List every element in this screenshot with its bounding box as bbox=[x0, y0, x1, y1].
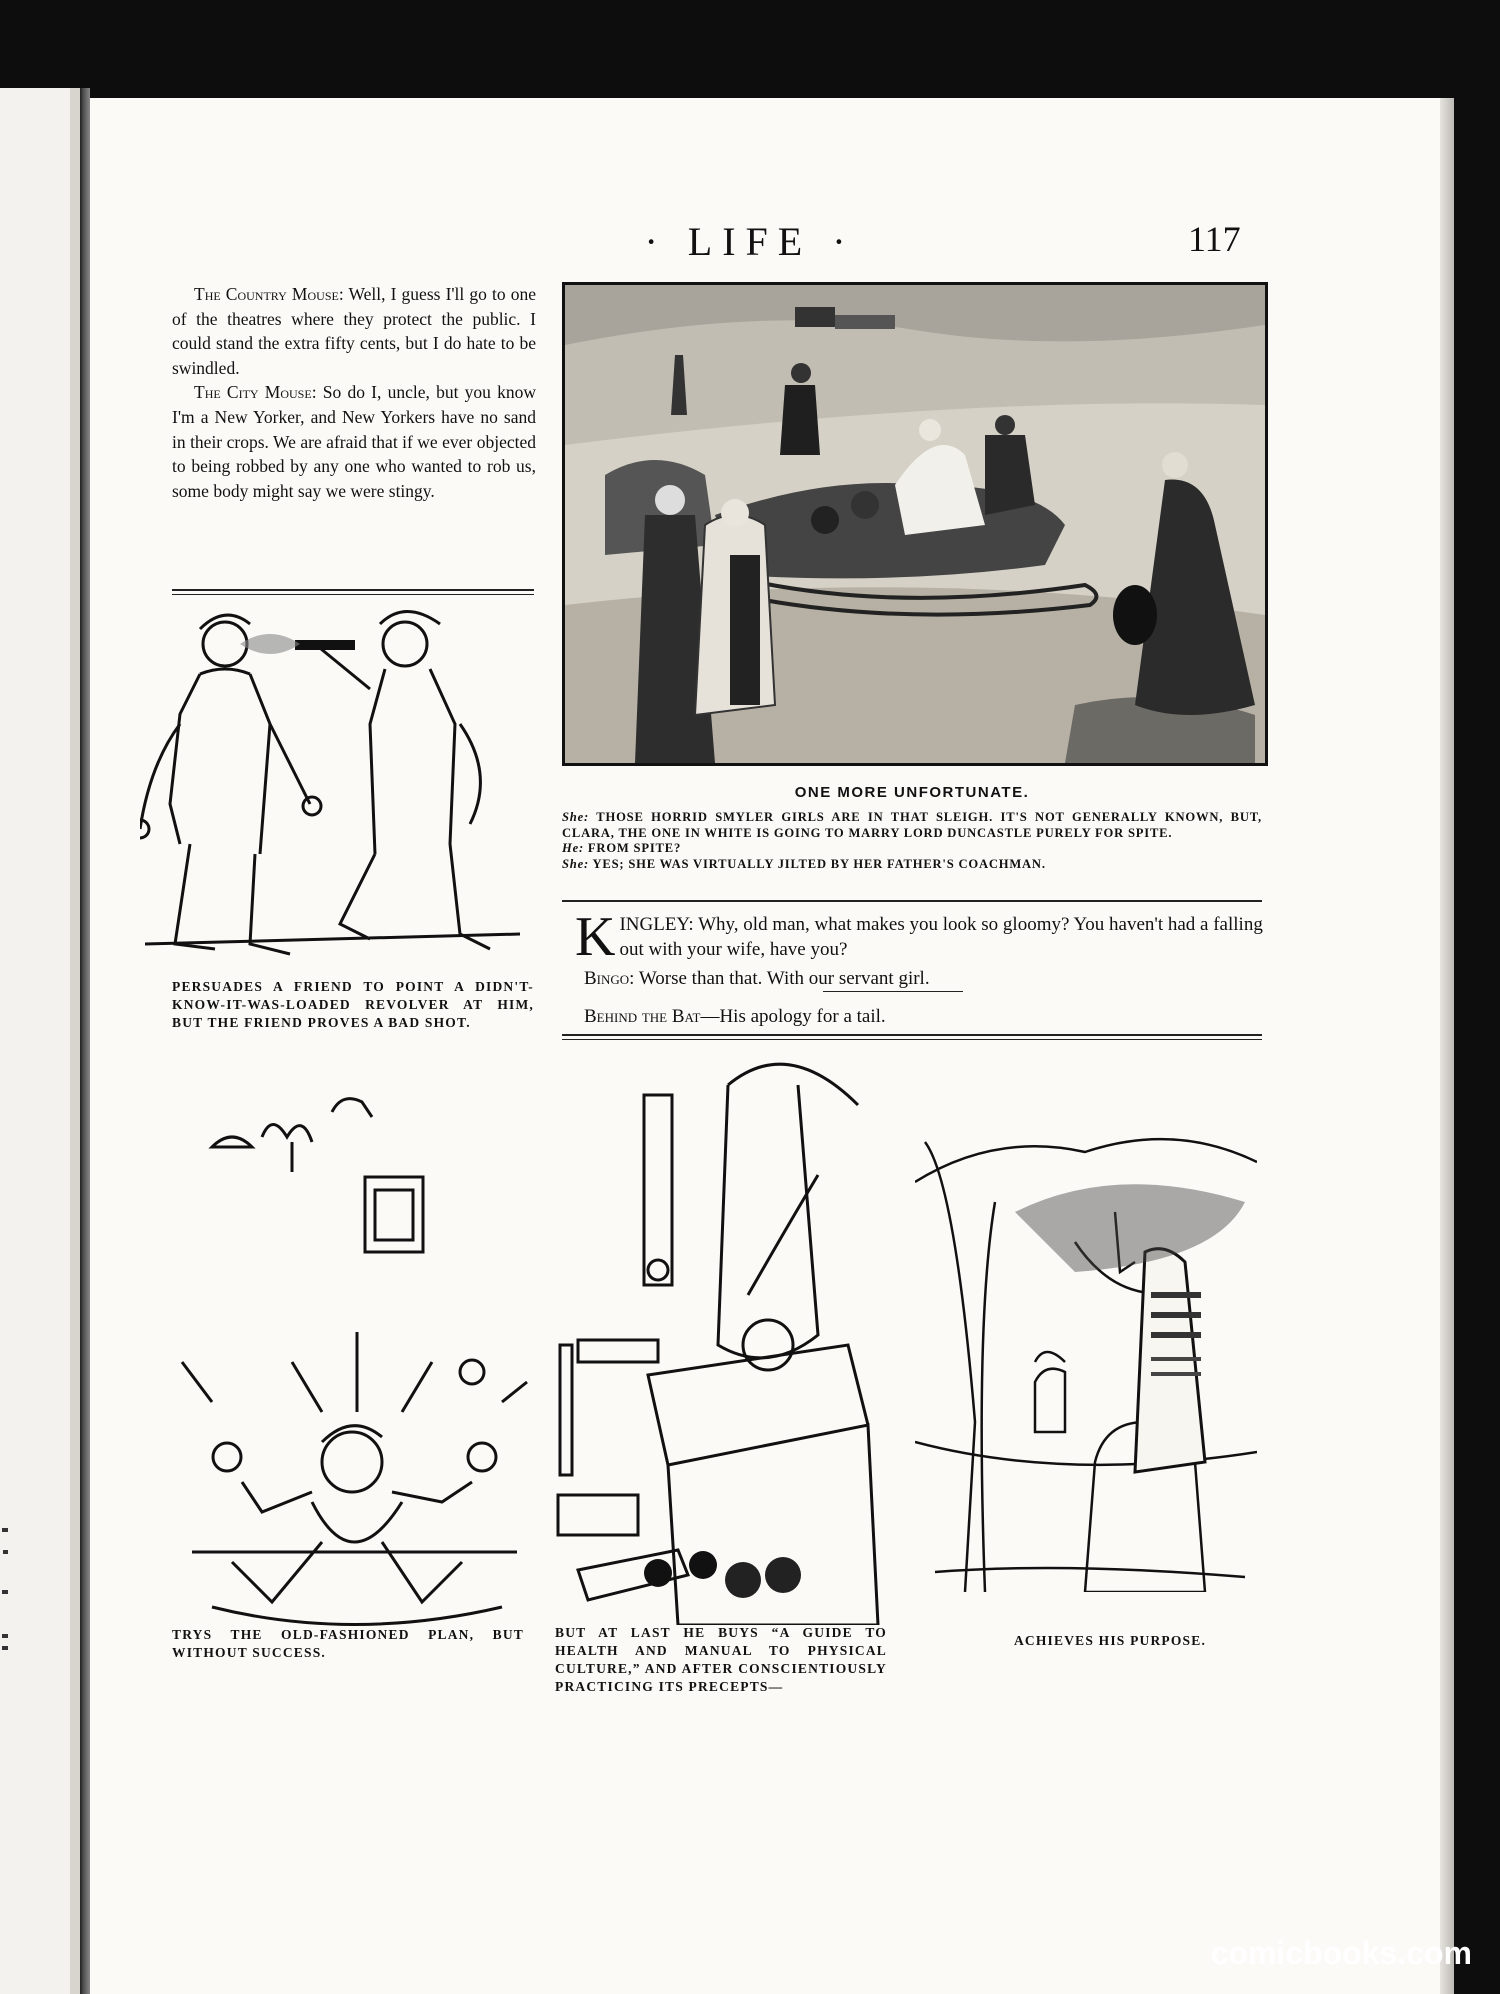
short-rule bbox=[823, 991, 963, 992]
sleigh-caption-dialogue bbox=[562, 810, 1262, 872]
country-mouse-paragraph bbox=[172, 282, 536, 380]
caption-text: YES; SHE WAS VIRTUALLY JILTED BY HER FATHER'S COACHMAN. bbox=[589, 856, 1046, 871]
drop-cap-letter: K bbox=[575, 906, 616, 968]
city-mouse-text: : So do I, uncle, but you know I'm a New Yorker, and New Yorkers have no sand in their crops. We are afraid that if we ever objected to being robbed by any one who wanted to rob us, some body might say we were stingy. bbox=[172, 382, 537, 501]
sleigh-caption-line bbox=[562, 857, 1262, 873]
bingo-line bbox=[584, 968, 930, 990]
binding-gutter bbox=[80, 88, 90, 1994]
city-mouse-paragraph bbox=[172, 380, 536, 503]
right-page-edge bbox=[1440, 98, 1454, 1994]
speaker-label: He: bbox=[562, 841, 584, 855]
divider-rule bbox=[172, 589, 534, 591]
bingo-text: : Worse than that. With our servant girl. bbox=[629, 968, 930, 989]
left-page-edge bbox=[0, 88, 80, 1994]
grave-cartoon bbox=[915, 1122, 1257, 1592]
explosion-drawing bbox=[172, 1082, 537, 1642]
divider-rule bbox=[172, 594, 534, 595]
divider-rule bbox=[562, 1039, 1262, 1040]
bat-speaker: Behind the Bat bbox=[584, 1006, 701, 1027]
page-number: 117 bbox=[1188, 219, 1241, 259]
exercise-cartoon bbox=[548, 1045, 888, 1625]
mouse-dialogue bbox=[172, 282, 536, 503]
speaker-label: She: bbox=[562, 856, 589, 871]
explosion-caption: TRYS THE OLD-FASHIONED PLAN, BUT WITHOUT SUCCESS. bbox=[172, 1627, 524, 1660]
left-page-print-marks bbox=[0, 88, 80, 1994]
bat-text: —His apology for a tail. bbox=[700, 1006, 886, 1027]
kingley-text: INGLEY: Why, old man, what makes you look so gloomy? You haven't had a falling out with your wife, have you? bbox=[619, 914, 1263, 960]
country-mouse-speaker: The Country Mouse bbox=[194, 284, 339, 304]
exercise-drawing bbox=[548, 1045, 888, 1625]
sleigh-caption-line bbox=[562, 841, 1262, 857]
sleigh-illustration bbox=[562, 282, 1268, 766]
caption-text: FROM SPITE? bbox=[583, 841, 682, 855]
exercise-caption: BUT AT LAST HE BUYS “A GUIDE TO HEALTH AND MANUAL TO PHYSICAL CULTURE,” AND AFTER CONSCIENTIOUSLY PRACTICING ITS PRECEPTS— bbox=[555, 1625, 887, 1694]
bingo-speaker: Bingo bbox=[584, 968, 630, 989]
country-mouse-text: : Well, I guess I'll go to one of the theatres where they protect the public. I could stand the extra fifty cents, but I do hate to be swindled. bbox=[172, 284, 537, 378]
source-watermark: comicbooks.com bbox=[1210, 1935, 1472, 1971]
divider-rule bbox=[562, 1034, 1262, 1036]
revolver-drawing bbox=[140, 604, 540, 976]
bat-joke bbox=[584, 1006, 886, 1028]
speaker-label: She: bbox=[562, 810, 589, 824]
revolver-caption: PERSUADES A FRIEND TO POINT A DIDN'T-KNOW-IT-WAS-LOADED REVOLVER AT HIM, BUT THE FRIEND PROVES A BAD SHOT. bbox=[172, 979, 534, 1030]
sleigh-caption-title: ONE MORE UNFORTUNATE. bbox=[794, 784, 1030, 801]
city-mouse-speaker: The City Mouse bbox=[194, 382, 312, 403]
revolver-cartoon bbox=[140, 604, 540, 976]
sleigh-caption-line bbox=[562, 810, 1262, 841]
magazine-title: · LIFE · bbox=[644, 219, 856, 264]
kingley-joke bbox=[575, 906, 1265, 968]
sleigh-drawing bbox=[565, 285, 1265, 763]
explosion-cartoon bbox=[172, 1082, 537, 1642]
divider-rule bbox=[562, 900, 1262, 902]
grave-caption: ACHIEVES HIS PURPOSE. bbox=[1013, 1633, 1207, 1648]
grave-drawing bbox=[915, 1122, 1257, 1592]
caption-text: THOSE HORRID SMYLER GIRLS ARE IN THAT SLEIGH. IT'S NOT GENERALLY KNOWN, BUT, CLARA, THE ONE IN WHITE IS GOING TO MARRY LORD DUNCASTLE PURELY FOR SPITE. bbox=[562, 810, 1262, 840]
